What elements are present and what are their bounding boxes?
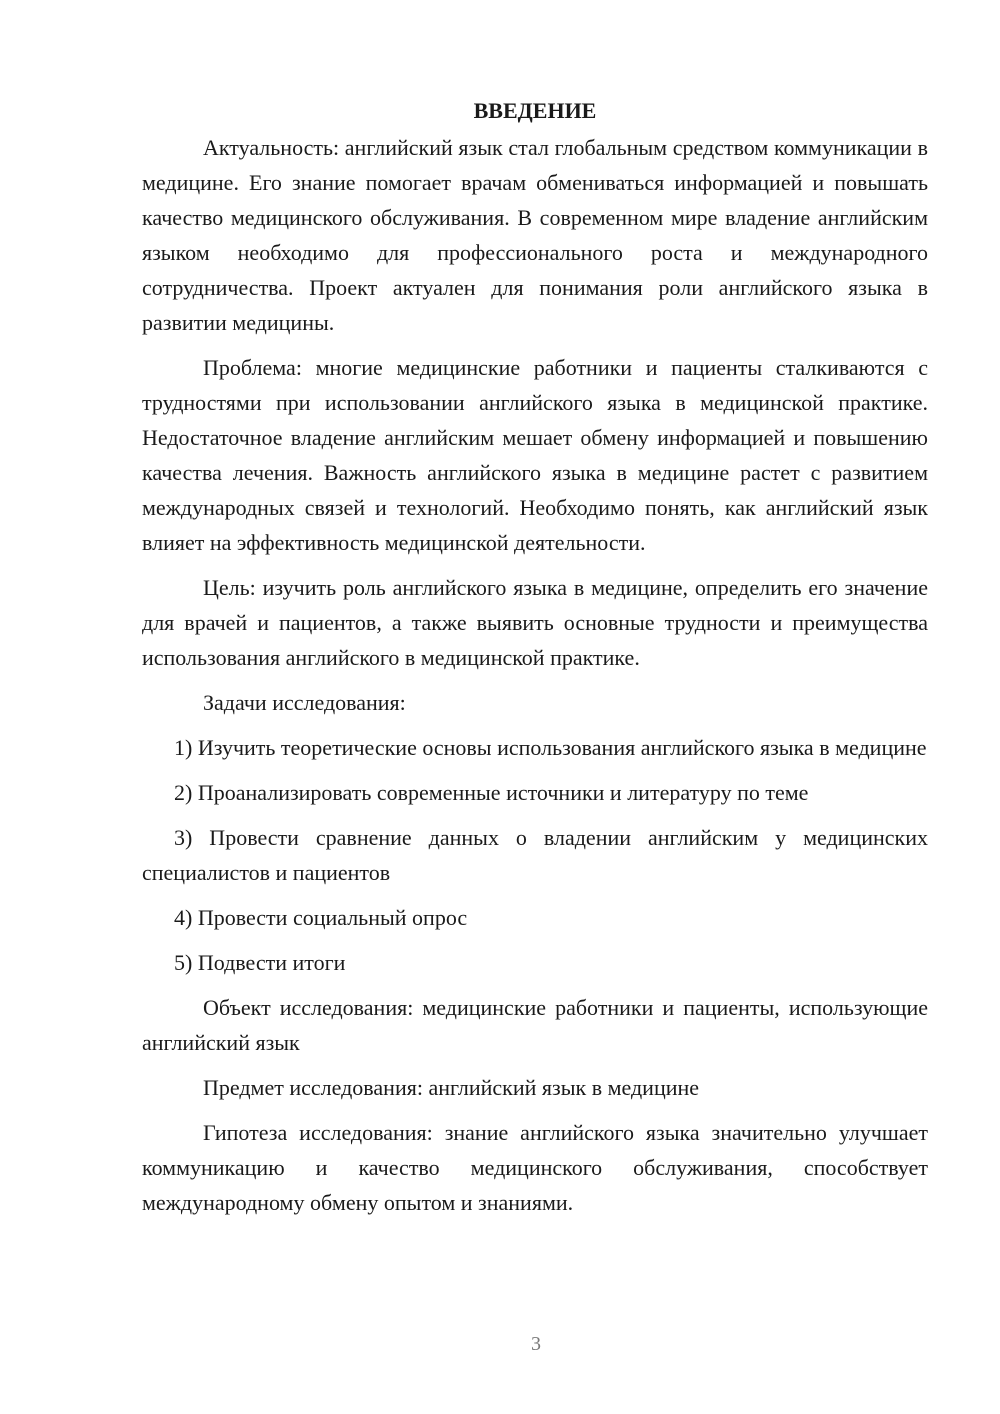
task-item-1: 1) Изучить теоретические основы использования английского языка в медицине	[174, 735, 927, 760]
task-item-5: 5) Подвести итоги	[174, 950, 346, 975]
paragraph-hypothesis: Гипотеза исследования: знание английского языка значительно улучшает коммуникацию и качество медицинского обслуживания, способствует международному обмену опытом и знаниями.	[142, 1120, 928, 1215]
paragraph-relevance: Актуальность: английский язык стал глобальным средством коммуникации в медицине. Его знание помогает врачам обмениваться информацией и повышать качество медицинского обслуживания. В современном мире владение английским языком необходимо для профессионального роста и международного сотрудничества. Проект актуален для понимания роли английского языка в развитии медицины.	[142, 135, 928, 335]
paragraph-problem: Проблема: многие медицинские работники и пациенты сталкиваются с трудностями при использовании английского языка в медицинской практике. Недостаточное владение английским мешает обмену информацией и повышению качества лечения. Важность английского языка в медицине растет с развитием международных связей и технологий. Необходимо понять, как английский язык влияет на эффективность медицинской деятельности.	[142, 355, 928, 555]
task-item-2: 2) Проанализировать современные источники и литературу по теме	[174, 780, 809, 805]
task-item-4: 4) Провести социальный опрос	[174, 905, 468, 930]
document-page	[142, 96, 928, 1230]
paragraph-object: Объект исследования: медицинские работники и пациенты, использующие английский язык	[142, 995, 928, 1055]
task-item-3: 3) Провести сравнение данных о владении английским у медицинских специалистов и пациентов	[142, 825, 928, 885]
section-title: ВВЕДЕНИЕ	[473, 98, 597, 123]
paragraph-subject: Предмет исследования: английский язык в медицине	[203, 1075, 700, 1100]
paragraph-goal: Цель: изучить роль английского языка в медицине, определить его значение для врачей и пациентов, а также выявить основные трудности и преимущества использования английского в медицинской практике.	[142, 575, 928, 670]
page-number: 3	[531, 1333, 541, 1355]
tasks-heading: Задачи исследования:	[203, 690, 406, 715]
